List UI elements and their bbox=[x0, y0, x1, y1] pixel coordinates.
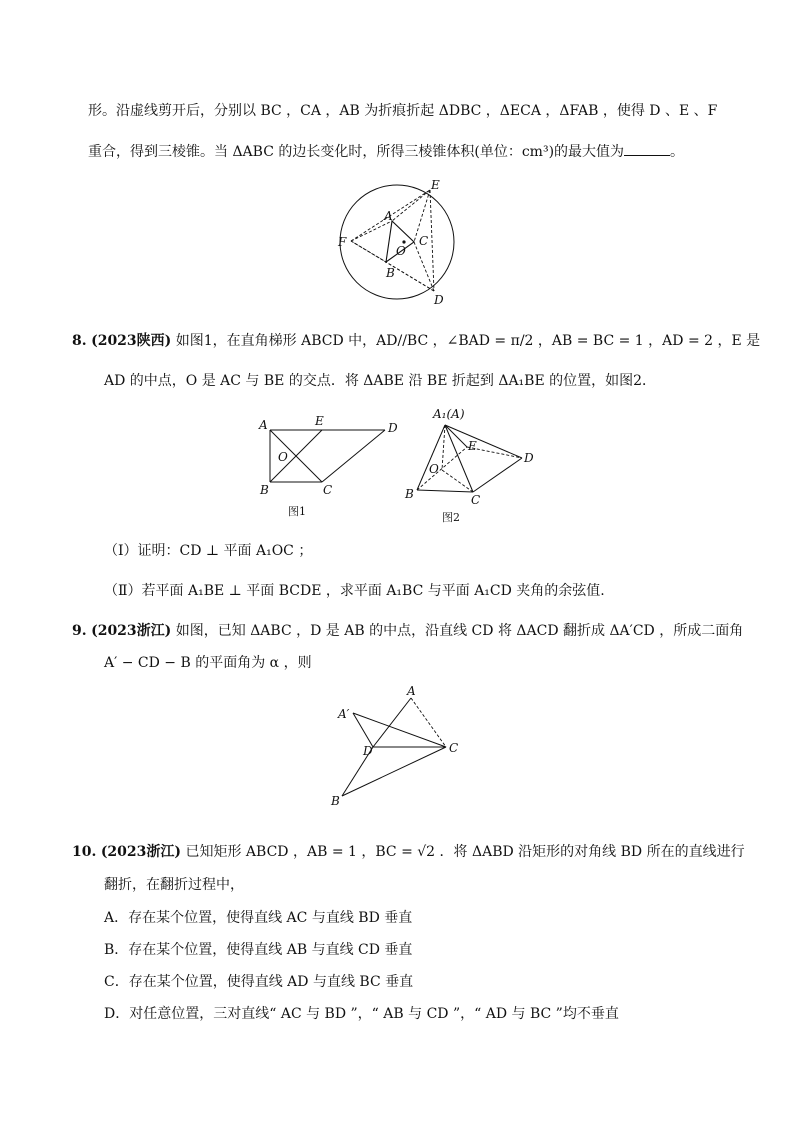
fig2-label-A1: A₁(A) bbox=[433, 407, 465, 421]
q9-label-D: D bbox=[363, 744, 373, 758]
q9-label-A: A bbox=[407, 684, 416, 698]
q10-source: (2023浙江) bbox=[100, 844, 182, 860]
fig1-label-A: A bbox=[259, 418, 268, 432]
q7-text-line2-b: 。 bbox=[670, 144, 685, 160]
q9-number: 9. bbox=[72, 623, 87, 639]
q10-option-d: D．对任意位置，三对直线“ AC 与 BD ”，“ AB 与 CD ”，“ AD 与 BC ”均不垂直 bbox=[104, 1006, 619, 1022]
fig2-label-D: D bbox=[524, 451, 534, 465]
q8-source: (2023陕西) bbox=[91, 333, 172, 349]
q7-label-F: F bbox=[338, 235, 347, 249]
q9-text-line2: A′ − CD − B 的平面角为 α ，则 bbox=[104, 655, 312, 671]
q9-label-Aprime: A′ bbox=[338, 707, 350, 721]
q8-part2: （Ⅱ）若平面 A₁BE ⊥ 平面 BCDE ，求平面 A₁BC 与平面 A₁CD 夹角的余弦值. bbox=[104, 583, 605, 599]
q8-line1 bbox=[72, 331, 760, 351]
q8-part1: （Ⅰ）证明：CD ⊥ 平面 A₁OC ； bbox=[104, 543, 313, 559]
q8-text-line1: 如图1，在直角梯形 ABCD 中，AD//BC ，∠BAD = π/2 ，AB = BC = 1 ，AD = 2 ，E 是 bbox=[175, 333, 761, 349]
q9-label-B: B bbox=[331, 794, 340, 808]
fig2-label-C: C bbox=[471, 493, 481, 507]
q10-text-line2: 翻折，在翻折过程中， bbox=[104, 877, 244, 893]
q7-text-line1: 形。沿虚线剪开后，分别以 BC ，CA ，AB 为折痕折起 ΔDBC ，ΔECA ，ΔFAB ，使得 D 、E 、F bbox=[88, 103, 718, 119]
fig2-label-E: E bbox=[468, 439, 477, 453]
q7-label-D: D bbox=[434, 293, 444, 307]
q9-figure bbox=[325, 683, 470, 808]
fig2-caption: 图2 bbox=[442, 511, 460, 524]
q10-text-line1: 已知矩形 ABCD ，AB = 1 ，BC = √2 ．将 ΔABD 沿矩形的对角线 BD 所在的直线进行 bbox=[185, 844, 745, 860]
answer-blank bbox=[624, 141, 670, 156]
q8-figure2 bbox=[400, 405, 550, 525]
fig1-label-E: E bbox=[315, 414, 324, 428]
q7-figure bbox=[330, 180, 470, 310]
fig2-label-B: B bbox=[405, 487, 414, 501]
q8-text-line2: AD 的中点，O 是 AC 与 BE 的交点．将 ΔABE 沿 BE 折起到 ΔA₁BE 的位置，如图2． bbox=[104, 373, 657, 389]
q9-source: (2023浙江) bbox=[91, 623, 172, 639]
q8-number: 8. bbox=[72, 333, 87, 349]
q10-number: 10. bbox=[72, 844, 97, 860]
fig1-label-D: D bbox=[388, 421, 398, 435]
q10-line1 bbox=[72, 842, 745, 862]
q7-text-line2-a: 重合，得到三棱锥。当 ΔABC 的边长变化时，所得三棱锥体积(单位：cm³)的最大值为 bbox=[88, 144, 625, 160]
fig2-label-O: O bbox=[429, 462, 439, 476]
q7-label-B: B bbox=[386, 266, 395, 280]
q9-line1 bbox=[72, 621, 743, 641]
fig1-label-O: O bbox=[278, 450, 288, 464]
fig1-label-B: B bbox=[260, 483, 269, 497]
q7-label-E: E bbox=[431, 178, 440, 192]
q7-text-line2 bbox=[88, 141, 684, 162]
q9-text-line1: 如图，已知 ΔABC ，D 是 AB 的中点，沿直线 CD 将 ΔACD 翻折成 ΔA′CD ，所成二面角 bbox=[175, 623, 744, 639]
q7-label-O: O bbox=[396, 244, 406, 258]
q9-label-C: C bbox=[449, 741, 459, 755]
fig1-caption: 图1 bbox=[288, 505, 306, 518]
q7-label-A: A bbox=[384, 209, 393, 223]
q10-option-c: C．存在某个位置，使得直线 AD 与直线 BC 垂直 bbox=[104, 974, 414, 990]
q10-option-a: A．存在某个位置，使得直线 AC 与直线 BD 垂直 bbox=[104, 910, 413, 926]
q7-label-C: C bbox=[419, 234, 429, 248]
q8-figure1 bbox=[255, 415, 405, 525]
fig1-label-C: C bbox=[323, 483, 333, 497]
q10-option-b: B．存在某个位置，使得直线 AB 与直线 CD 垂直 bbox=[104, 942, 413, 958]
